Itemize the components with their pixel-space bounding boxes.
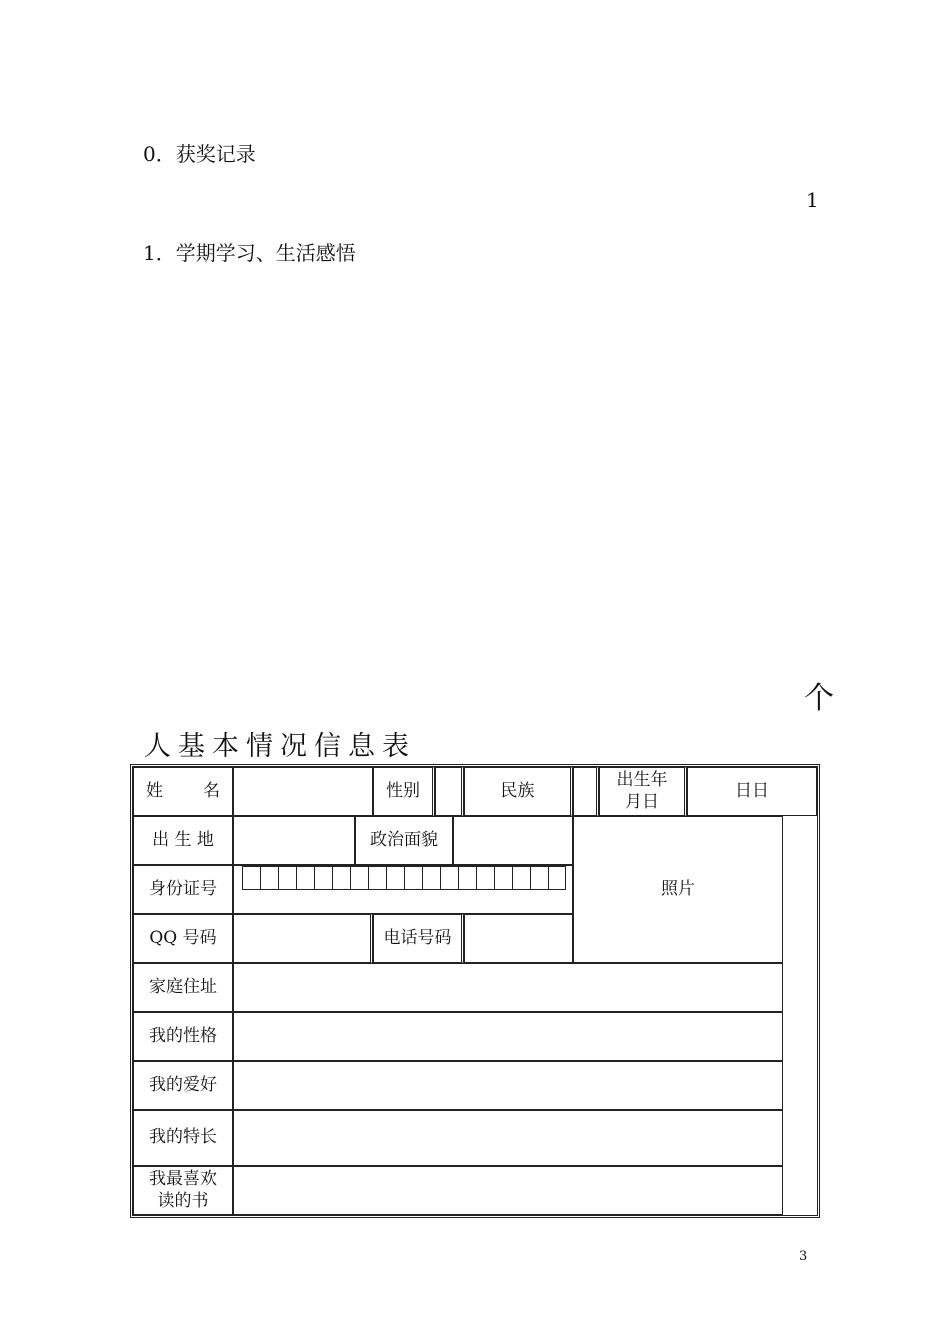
hobby-label: 我的爱好 (133, 1061, 233, 1110)
row-birthplace (133, 816, 817, 865)
row-hobby (133, 1061, 817, 1110)
name-field[interactable] (233, 767, 373, 816)
book-label (133, 1166, 233, 1215)
id-field[interactable] (233, 865, 573, 914)
id-digit-box[interactable] (368, 866, 386, 890)
section-reflection: 1．学期学习、生活感悟 (143, 241, 356, 265)
id-digit-box[interactable] (548, 866, 566, 890)
gender-label: 性别 (373, 767, 435, 816)
side-number: 1 (806, 188, 819, 212)
hobby-field[interactable] (233, 1061, 783, 1110)
personality-label: 我的性格 (133, 1012, 233, 1061)
birthplace-field[interactable] (233, 816, 355, 865)
id-digit-box[interactable] (494, 866, 512, 890)
name-label-a: 姓 (146, 780, 163, 801)
book-label-text: 我最喜欢读的书 (149, 1169, 217, 1211)
row-address (133, 963, 817, 1012)
address-field[interactable] (233, 963, 783, 1012)
id-digit-box[interactable] (476, 866, 494, 890)
talent-label: 我的特长 (133, 1110, 233, 1166)
political-field[interactable] (453, 816, 573, 865)
address-label: 家庭住址 (133, 963, 233, 1012)
birth-label (599, 767, 687, 816)
birth-field[interactable]: 日日 (687, 767, 817, 816)
qq-label: QQ 号码 (133, 914, 233, 963)
id-digit-box[interactable] (314, 866, 332, 890)
id-digit-box[interactable] (386, 866, 404, 890)
book-field[interactable] (233, 1166, 783, 1215)
id-digit-box[interactable] (440, 866, 458, 890)
section-awards: 0．获奖记录 (143, 142, 256, 166)
id-digit-box[interactable] (350, 866, 368, 890)
page-title: 人基本情况信息表 (144, 731, 416, 762)
birth-label-text: 出生年月日 (616, 770, 668, 812)
row-talent (133, 1110, 817, 1166)
id-digit-box[interactable] (260, 866, 278, 890)
id-digit-box[interactable] (422, 866, 440, 890)
personality-field[interactable] (233, 1012, 783, 1061)
name-label (133, 767, 233, 816)
id-digit-box[interactable] (242, 866, 260, 890)
page-number: 3 (799, 1249, 808, 1264)
phone-field[interactable] (464, 914, 573, 963)
id-digit-box[interactable] (296, 866, 314, 890)
gender-field[interactable] (435, 767, 464, 816)
id-digit-box[interactable] (530, 866, 548, 890)
info-form-table (130, 764, 820, 1218)
birthplace-label: 出 生 地 (133, 816, 233, 865)
id-digit-box[interactable] (512, 866, 530, 890)
row-book (133, 1166, 817, 1215)
row-name (133, 767, 817, 816)
id-label: 身份证号 (133, 865, 233, 914)
row-personality (133, 1012, 817, 1061)
qq-field[interactable] (233, 914, 373, 963)
id-digit-box[interactable] (458, 866, 476, 890)
phone-label: 电话号码 (373, 914, 464, 963)
id-digit-box[interactable] (404, 866, 422, 890)
id-digit-box[interactable] (278, 866, 296, 890)
political-label: 政治面貌 (355, 816, 453, 865)
photo-area[interactable]: 照片 (573, 816, 783, 963)
talent-field[interactable] (233, 1110, 783, 1166)
title-first-char: 个 (804, 681, 834, 716)
ethnicity-field[interactable] (573, 767, 599, 816)
id-digit-box[interactable] (332, 866, 350, 890)
id-digit-boxes (242, 866, 572, 892)
name-label-b: 名 (203, 780, 220, 801)
ethnicity-label: 民族 (464, 767, 573, 816)
